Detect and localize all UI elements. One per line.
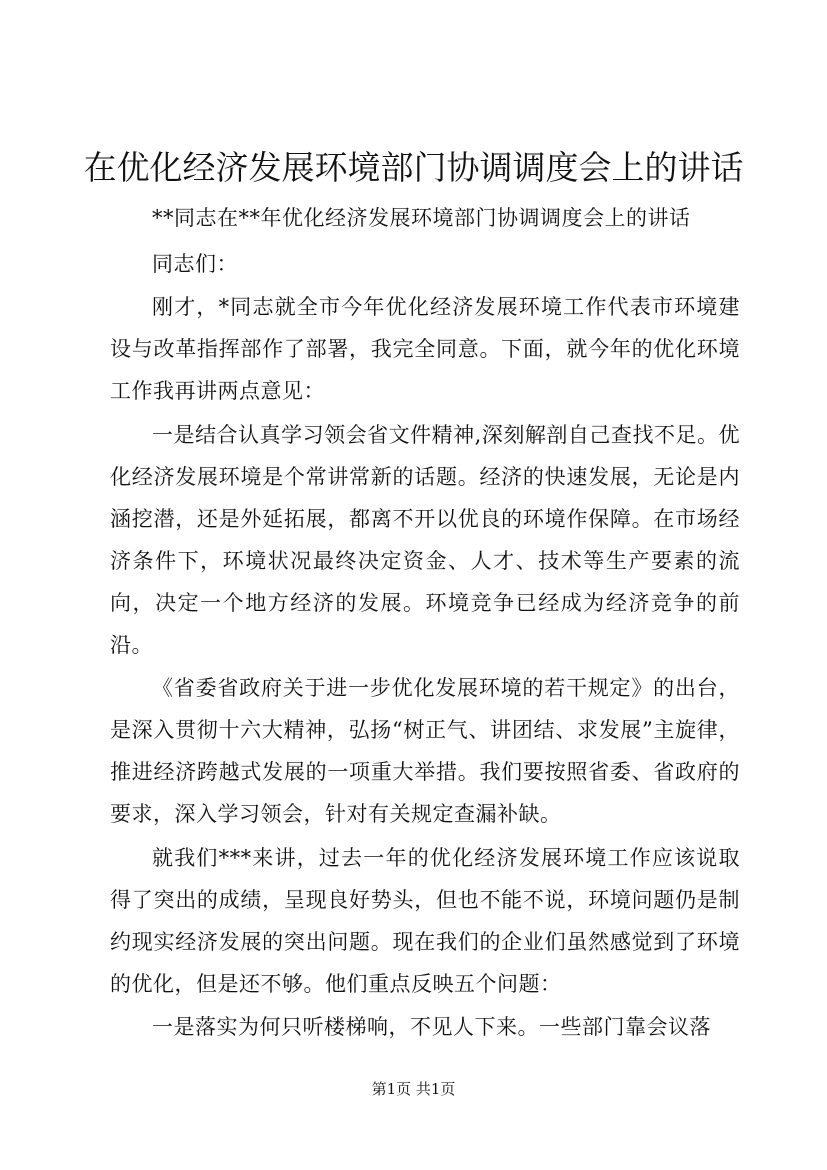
document-body — [110, 195, 740, 1048]
paragraph-subtitle: **同志在**年优化经济发展环境部门协调调度会上的讲话 — [152, 206, 691, 230]
paragraph-salutation: 同志们： — [152, 251, 238, 276]
paragraph-provincial-rules: 《省委省政府关于进一步优化发展环境的若干规定》的出台，是深入贯彻十六大精神，弘扬“树正气、讲团结、求发展”主旋律，推进经济跨越式发展的一项重大举措。我们要按照省委、省政府的要求，深入学习领会，针对有关规定查漏补缺。 — [110, 676, 740, 826]
document-title: 在优化经济发展环境部门协调调度会上的讲话 — [83, 148, 744, 187]
paragraph-problem-one: 一是落实为何只听楼梯响，不见人下来。一些部门靠会议落 — [152, 1015, 711, 1039]
paragraph-intro: 刚才，*同志就全市今年优化经济发展环境工作代表市环境建设与改革指挥部作了部署，我完全同意。下面，就今年的优化环境工作我再讲两点意见： — [110, 295, 740, 403]
paragraph-point-one: 一是结合认真学习领会省文件精神,深刻解剖自己查找不足。优化经济发展环境是个常讲常新的话题。经济的快速发展，无论是内涵挖潜，还是外延拓展，都离不开以优良的环境作保障。在市场经济条件下，环境状况最终决定资金、人才、技术等生产要素的流向，决定一个地方经济的发展。环境竞争已经成为经济竞争的前沿。 — [110, 422, 740, 657]
page-footer: 第1页 共1页 — [371, 1080, 456, 1098]
paragraph-local-situation: 就我们***来讲，过去一年的优化经济发展环境工作应该说取得了突出的成绩，呈现良好势头，但也不能不说，环境问题仍是制约现实经济发展的突出问题。现在我们的企业们虽然感觉到了环境的优化，但是还不够。他们重点反映五个问题： — [110, 845, 740, 996]
